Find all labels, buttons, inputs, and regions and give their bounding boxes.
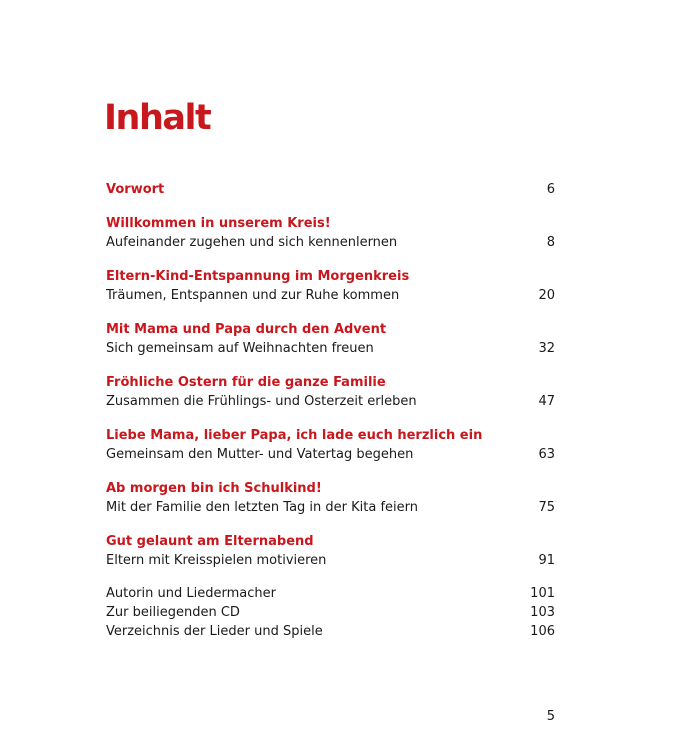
toc-entry-page-number: 75 <box>538 500 555 515</box>
page-number: 5 <box>546 709 555 724</box>
toc-appendix-entry[interactable] <box>106 584 555 603</box>
toc-entry-page-number: 20 <box>538 288 555 303</box>
toc-entry-heading: Liebe Mama, lieber Papa, ich lade euch herzlich ein <box>106 428 483 443</box>
toc-entry-page-number: 103 <box>530 605 555 620</box>
toc-entry-page-number: 6 <box>546 182 555 197</box>
toc-entry[interactable] <box>106 320 555 358</box>
toc-appendix-entry[interactable] <box>106 622 555 641</box>
toc-entry-subtitle: Eltern mit Kreisspielen motivieren <box>106 553 327 568</box>
toc-entry-heading: Mit Mama und Papa durch den Advent <box>106 322 387 337</box>
toc-entry-page-number: 63 <box>538 447 555 462</box>
toc-entry[interactable] <box>106 267 555 305</box>
page-title: Inhalt <box>104 98 211 138</box>
toc-entry-page-number: 91 <box>538 553 555 568</box>
toc-entry-heading: Willkommen in unserem Kreis! <box>106 216 331 231</box>
toc-entry-heading: Vorwort <box>106 182 165 197</box>
toc-appendix-label: Zur beiliegenden CD <box>106 605 240 620</box>
toc-entry-vorwort[interactable] <box>106 180 555 199</box>
toc-entry-heading: Eltern-Kind-Entspannung im Morgenkreis <box>106 269 410 284</box>
toc-entry-subtitle: Träumen, Entspannen und zur Ruhe kommen <box>106 288 400 303</box>
toc-entry-page-number: 8 <box>546 235 555 250</box>
toc-entry[interactable] <box>106 479 555 517</box>
toc-entry[interactable] <box>106 426 555 464</box>
toc-entry[interactable] <box>106 214 555 252</box>
table-of-contents <box>106 180 555 641</box>
toc-appendix-entry[interactable] <box>106 603 555 622</box>
toc-entry[interactable] <box>106 373 555 411</box>
toc-entry-subtitle: Zusammen die Frühlings- und Osterzeit erleben <box>106 394 417 409</box>
toc-entry-heading: Ab morgen bin ich Schulkind! <box>106 481 322 496</box>
toc-entry[interactable] <box>106 532 555 570</box>
toc-entry-subtitle: Mit der Familie den letzten Tag in der Kita feiern <box>106 500 419 515</box>
toc-appendix <box>106 584 555 641</box>
toc-entry-page-number: 47 <box>538 394 555 409</box>
toc-appendix-label: Verzeichnis der Lieder und Spiele <box>106 624 323 639</box>
toc-entry-page-number: 101 <box>530 586 555 601</box>
toc-entry-subtitle: Gemeinsam den Mutter- und Vatertag begehen <box>106 447 414 462</box>
toc-entry-page-number: 32 <box>538 341 555 356</box>
toc-appendix-label: Autorin und Liedermacher <box>106 586 276 601</box>
toc-entry-subtitle: Aufeinander zugehen und sich kennenlernen <box>106 235 398 250</box>
toc-entry-heading: Fröhliche Ostern für die ganze Familie <box>106 375 386 390</box>
toc-entry-page-number: 106 <box>530 624 555 639</box>
toc-entry-heading: Gut gelaunt am Elternabend <box>106 534 314 549</box>
toc-entry-subtitle: Sich gemeinsam auf Weihnachten freuen <box>106 341 374 356</box>
